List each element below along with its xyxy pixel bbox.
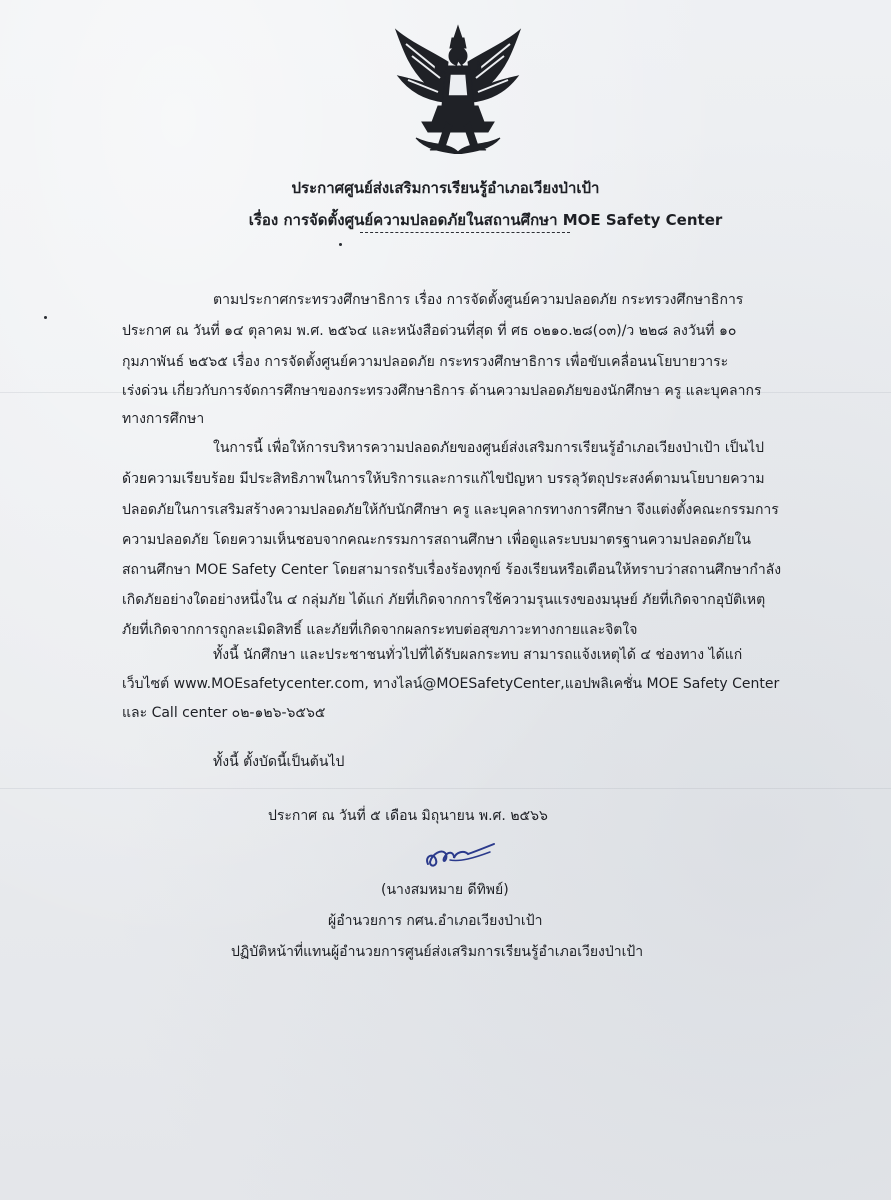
signatory-position: ผู้อำนวยการ กศน.อำเภอเวียงป่าเป้า	[328, 913, 543, 929]
garuda-emblem-icon	[392, 22, 524, 154]
effective-statement: ทั้งนี้ ตั้งบัดนี้เป็นต้นไป	[213, 754, 345, 770]
paragraph-2-line: สถานศึกษา MOE Safety Center โดยสามารถรับเรื่องร้องทุกข์ ร้องเรียนหรือเตือนให้ทราบว่าสถานศึกษากำลัง	[122, 562, 782, 578]
paragraph-1-line: ทางการศึกษา	[122, 411, 205, 427]
paragraph-2-line: เกิดภัยอย่างใดอย่างหนึ่งใน ๔ กลุ่มภัย ได้แก่ ภัยที่เกิดจากการใช้ความรุนแรงของมนุษย์ ภัยที่เกิดจากอุบัติเหตุ	[122, 592, 766, 608]
announcement-date: ประกาศ ณ วันที่ ๕ เดือน มิถุนายน พ.ศ. ๒๕๖๖	[268, 808, 548, 824]
paragraph-1-line: ตามประกาศกระทรวงศึกษาธิการ เรื่อง การจัดตั้งศูนย์ความปลอดภัย กระทรวงศึกษาธิการ	[213, 292, 744, 308]
signatory-name: (นางสมหมาย ดีทิพย์)	[381, 882, 509, 898]
paragraph-3-line: ทั้งนี้ นักศึกษา และประชาชนทั่วไปที่ได้รับผลกระทบ สามารถแจ้งเหตุได้ ๔ ช่องทาง ได้แก่	[213, 647, 743, 663]
ink-speck	[339, 243, 342, 246]
paragraph-2-line: ปลอดภัยในการเสริมสร้างความปลอดภัยให้กับนักศึกษา ครู และบุคลากรทางการศึกษา จึงแต่งตั้งคณะกรรมการ	[122, 502, 779, 518]
paragraph-2-line: ด้วยความเรียบร้อย มีประสิทธิภาพในการให้บริการและการแก้ไขปัญหา บรรลุวัตถุประสงค์ตามนโยบายความ	[122, 471, 765, 487]
paragraph-1-line: กุมภาพันธ์ ๒๕๖๕ เรื่อง การจัดตั้งศูนย์ความปลอดภัย กระทรวงศึกษาธิการ เพื่อขับเคลื่อนนโยบายวาระ	[122, 354, 729, 370]
document-subject: เรื่อง การจัดตั้งศูนย์ความปลอดภัยในสถานศึกษา MOE Safety Center	[248, 211, 723, 229]
paragraph-2-line: ความปลอดภัย โดยความเห็นชอบจากคณะกรรมการสถานศึกษา เพื่อดูแลระบบมาตรฐานความปลอดภัยใน	[122, 532, 751, 548]
title-divider	[360, 232, 570, 233]
paragraph-1-line: ประกาศ ณ วันที่ ๑๔ ตุลาคม พ.ศ. ๒๕๖๔ และหนังสือด่วนที่สุด ที่ ศธ ๐๒๑๐.๒๘(๐๓)/ว ๒๒๘ ลงวันที่ ๑๐	[122, 323, 737, 339]
paragraph-3-line: เว็บไซต์ www.MOEsafetycenter.com, ทางไลน์@MOESafetyCenter,แอปพลิเคชั่น MOE Safety Center	[122, 676, 780, 692]
paragraph-2-line: ภัยที่เกิดจากการถูกละเมิดสิทธิ์ และภัยที่เกิดจากผลกระทบต่อสุขภาวะทางกายและจิตใจ	[122, 622, 638, 638]
signatory-acting-role: ปฏิบัติหน้าที่แทนผู้อำนวยการศูนย์ส่งเสริมการเรียนรู้อำเภอเวียงป่าเป้า	[231, 944, 644, 960]
paragraph-3-line: และ Call center ๐๒-๑๒๖-๖๕๖๕	[122, 705, 326, 721]
paper-crease	[0, 788, 891, 789]
paragraph-2-line: ในการนี้ เพื่อให้การบริหารความปลอดภัยของศูนย์ส่งเสริมการเรียนรู้อำเภอเวียงป่าเป้า เป็นไป	[213, 440, 765, 456]
document-title: ประกาศศูนย์ส่งเสริมการเรียนรู้อำเภอเวียงป่าเป้า	[291, 179, 600, 197]
paragraph-1-line: เร่งด่วน เกี่ยวกับการจัดการศึกษาของกระทรวงศึกษาธิการ ด้านความปลอดภัยของนักศึกษา ครู และบุคลากร	[122, 383, 762, 399]
ink-speck	[44, 316, 47, 319]
handwritten-signature-icon	[420, 834, 500, 874]
